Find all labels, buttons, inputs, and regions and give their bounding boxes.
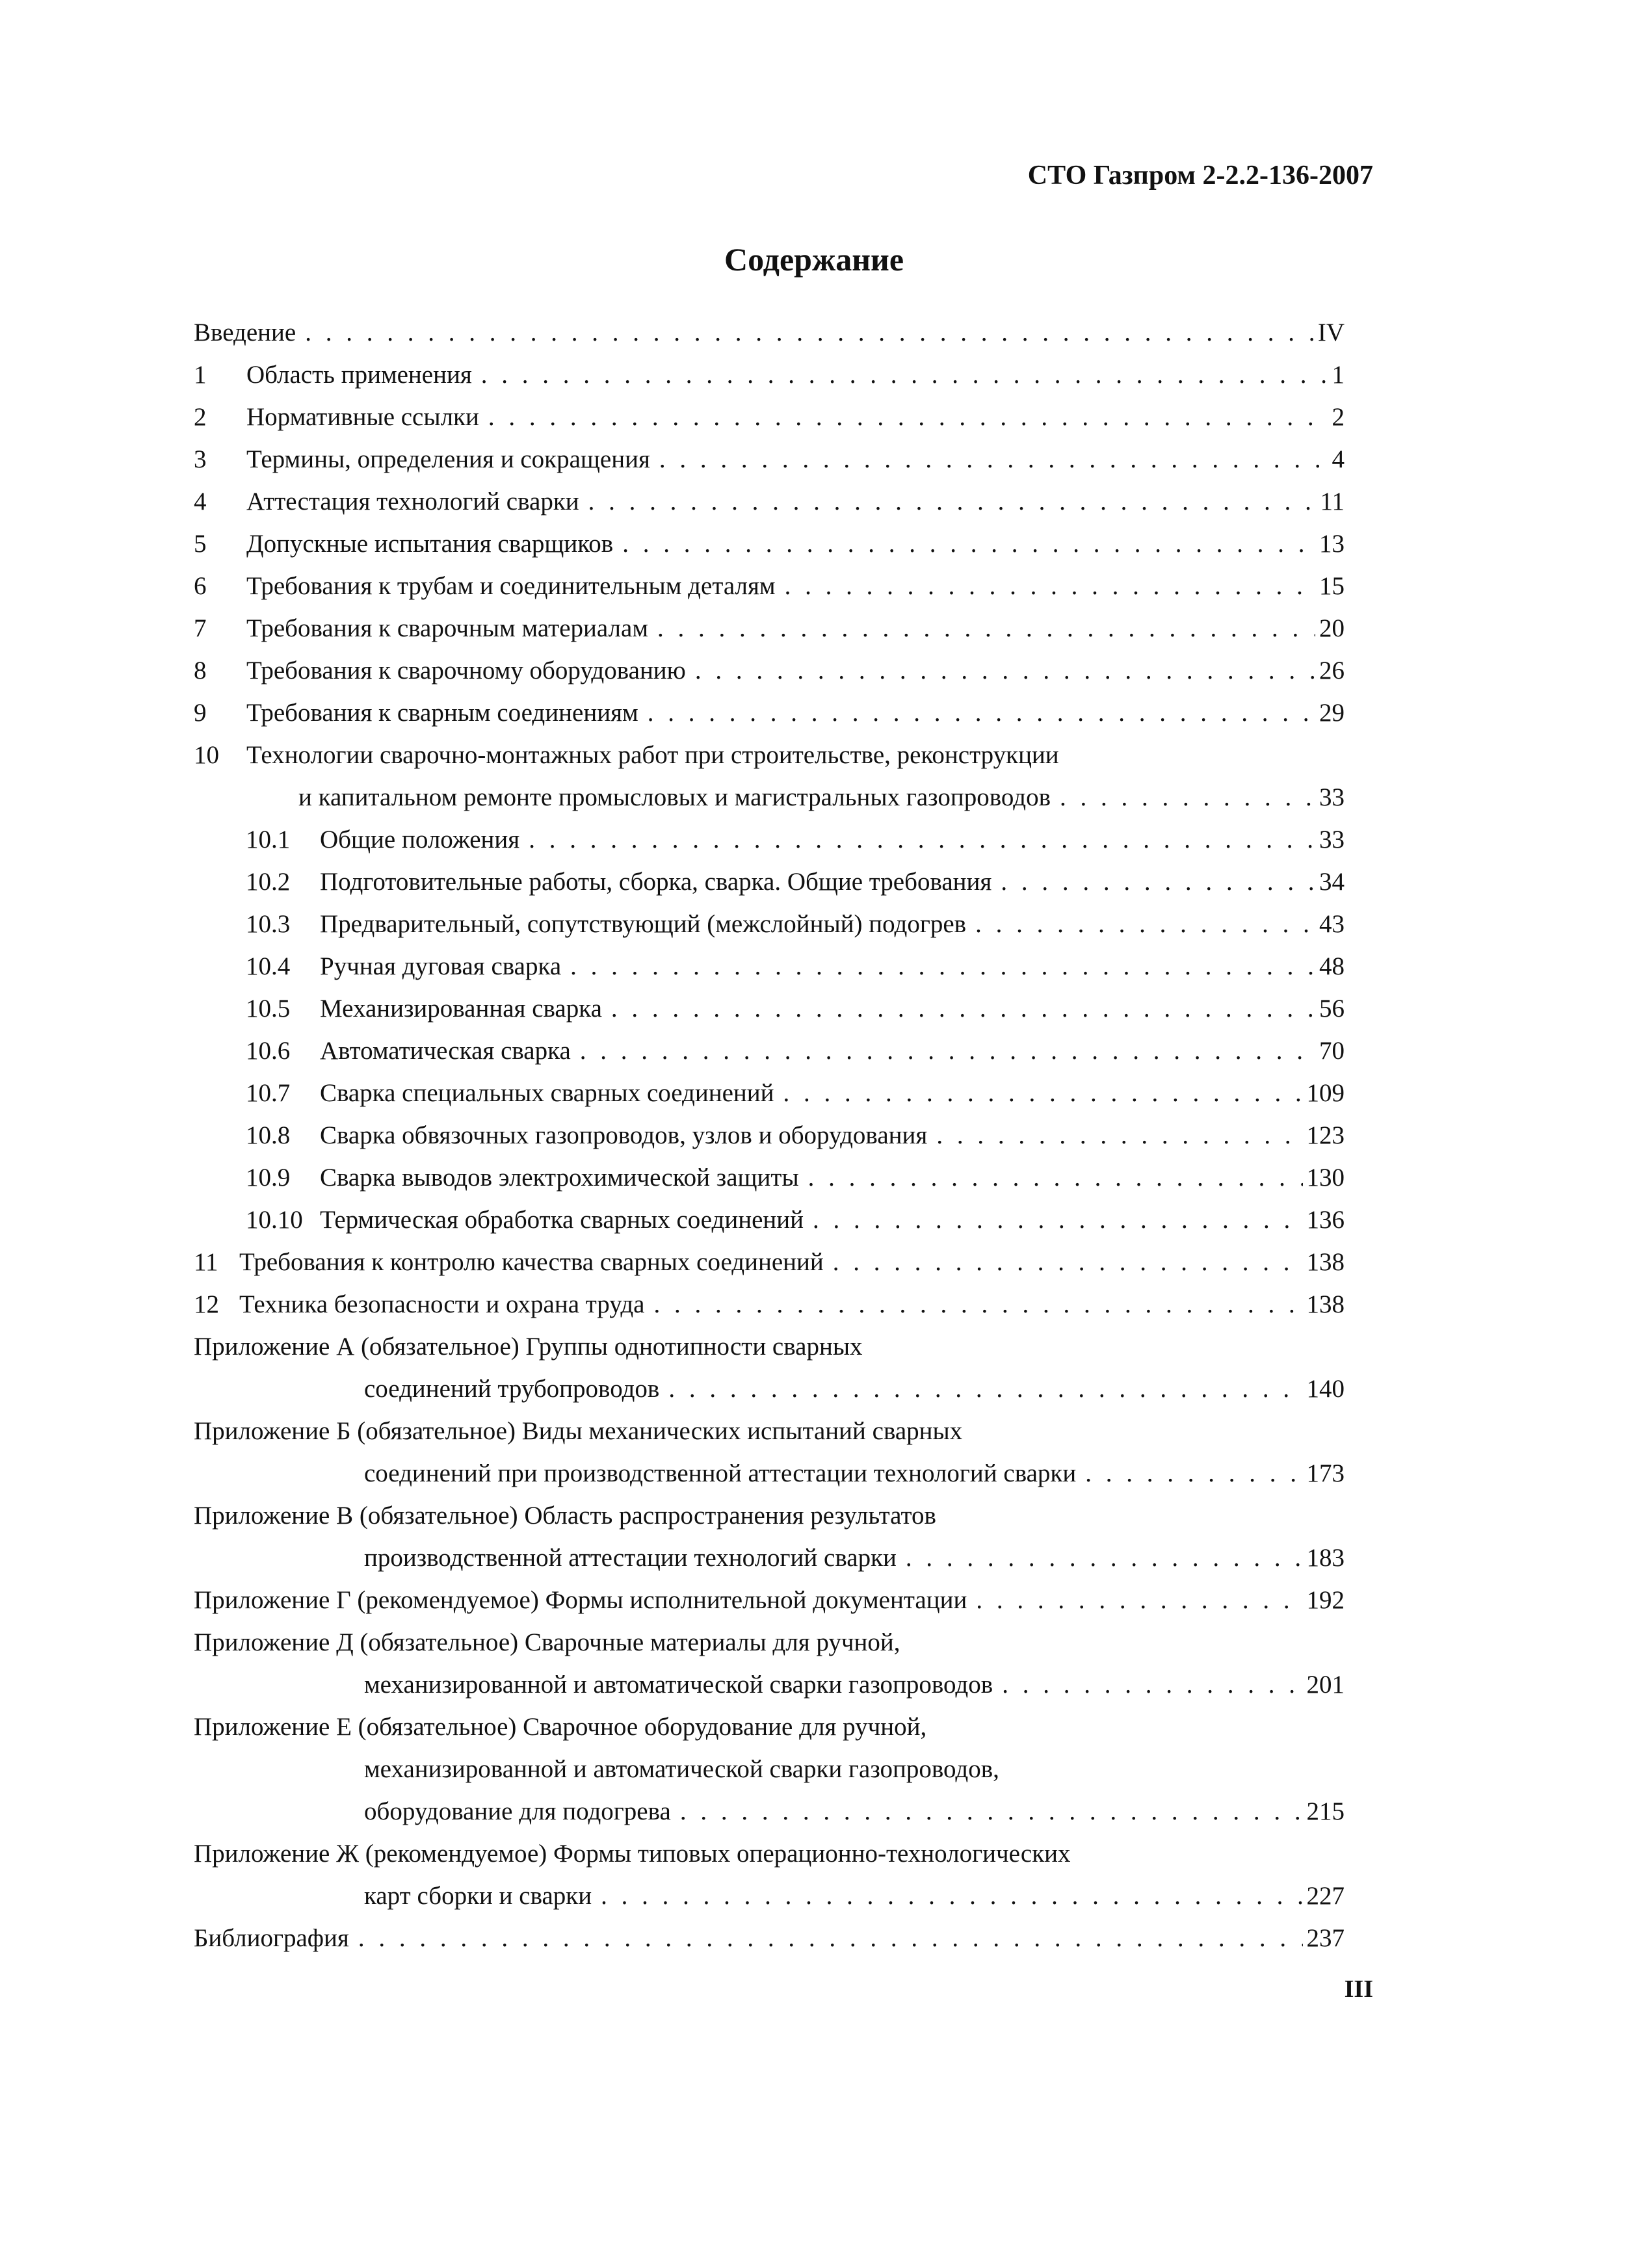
toc-entry-title: Требования к сварочному оборудованию: [246, 657, 686, 684]
toc-entry-title: соединений при производственной аттестации технологий сварки: [364, 1459, 1077, 1487]
toc-entry-title: механизированной и автоматической сварки газопроводов: [364, 1671, 993, 1699]
toc-leader-dots: [680, 1791, 1303, 1832]
toc-entry-number: 6: [194, 572, 207, 600]
toc-entry-number: 11: [194, 1248, 218, 1276]
toc-entry-page: 70: [1319, 1037, 1345, 1065]
toc-entry[interactable]: [194, 1242, 1345, 1283]
toc-entry-title: Общие положения: [320, 826, 520, 854]
toc-entry[interactable]: [194, 1749, 1345, 1790]
toc-entry[interactable]: [194, 1706, 1345, 1748]
toc-entry-number: 10.2: [246, 868, 291, 896]
toc-entry-title: Техника безопасности и охрана труда: [239, 1290, 645, 1318]
toc-entry-page: 227: [1306, 1882, 1345, 1910]
toc-leader-dots: [808, 1157, 1303, 1199]
toc-entry-number: 10: [194, 741, 219, 769]
toc-leader-dots: [611, 988, 1315, 1030]
toc-entry-page: 138: [1306, 1290, 1345, 1318]
toc-entry-title: Приложение Д (обязательное) Сварочные материалы для ручной,: [194, 1628, 900, 1656]
toc-entry-page: 2: [1332, 403, 1345, 431]
toc-entry-page: 183: [1306, 1544, 1345, 1572]
toc-leader-dots: [622, 523, 1315, 565]
toc-entry-title: Сварка обвязочных газопроводов, узлов и оборудования: [320, 1121, 928, 1149]
toc-leader-dots: [783, 1073, 1303, 1114]
toc-entry[interactable]: [194, 1157, 1345, 1199]
toc-entry-page: 34: [1319, 868, 1345, 896]
toc-entry-title: Приложение Б (обязательное) Виды механических испытаний сварных: [194, 1417, 963, 1445]
toc-entry-title: Приложение В (обязательное) Область распространения результатов: [194, 1502, 936, 1530]
toc-entry[interactable]: [194, 988, 1345, 1030]
toc-entry-page: 138: [1306, 1248, 1345, 1276]
toc-entry-number: 12: [194, 1290, 219, 1318]
toc-entry-number: 4: [194, 488, 207, 515]
toc-entry-number: 5: [194, 530, 207, 558]
toc-entry-title: Приложение Г (рекомендуемое) Формы исполнительной документации: [194, 1586, 967, 1614]
toc-entry-page: IV: [1317, 319, 1345, 346]
toc-entry[interactable]: [194, 566, 1345, 607]
toc-entry-number: 10.6: [246, 1037, 291, 1065]
toc-entry-page: 13: [1319, 530, 1345, 558]
toc-entry-title: карт сборки и сварки: [364, 1882, 592, 1910]
toc-entry-page: 33: [1319, 783, 1345, 811]
toc-entry-page: 29: [1319, 699, 1345, 727]
toc-entry[interactable]: [194, 523, 1345, 565]
toc-leader-dots: [1085, 1453, 1302, 1494]
toc-leader-dots: [588, 481, 1317, 523]
toc-leader-dots: [695, 650, 1315, 692]
toc-entry-number: 10.5: [246, 995, 291, 1023]
toc-entry[interactable]: [194, 1791, 1345, 1832]
toc-entry-title: Библиография: [194, 1924, 349, 1952]
toc-entry[interactable]: [194, 777, 1345, 818]
toc-leader-dots: [570, 946, 1315, 987]
toc-leader-dots: [488, 397, 1328, 438]
toc-entry-title: Требования к контролю качества сварных соединений: [239, 1248, 824, 1276]
toc-entry[interactable]: [194, 1833, 1345, 1875]
toc-entry[interactable]: [194, 1622, 1345, 1663]
toc-entry-page: 130: [1306, 1164, 1345, 1192]
toc-entry[interactable]: [194, 904, 1345, 945]
toc-entry-title: Механизированная сварка: [320, 995, 602, 1023]
toc-entry[interactable]: [194, 1199, 1345, 1241]
toc-leader-dots: [648, 692, 1315, 734]
toc-entry-title: Ручная дуговая сварка: [320, 952, 562, 980]
toc-leader-dots: [358, 1918, 1303, 1959]
toc-entry[interactable]: [194, 1495, 1345, 1537]
toc-entry[interactable]: [194, 1368, 1345, 1410]
toc-leader-dots: [659, 439, 1328, 480]
toc-entry-page: 11: [1320, 488, 1345, 515]
toc-entry-title: Требования к сварным соединениям: [246, 699, 638, 727]
toc-entry-title: Допускные испытания сварщиков: [246, 530, 614, 558]
toc-entry-page: 1: [1332, 361, 1345, 389]
toc-leader-dots: [657, 608, 1315, 649]
toc-leader-dots: [305, 312, 1314, 354]
toc-leader-dots: [1060, 777, 1315, 818]
toc-entry[interactable]: [194, 1875, 1345, 1917]
toc-entry[interactable]: [194, 481, 1345, 523]
toc-entry[interactable]: [194, 354, 1345, 396]
page-number: III: [1344, 1975, 1373, 2003]
toc-entry-page: 192: [1306, 1586, 1345, 1614]
toc-entry-title: и капитальном ремонте промысловых и магистральных газопроводов: [298, 783, 1051, 811]
toc-leader-dots: [976, 1580, 1302, 1621]
toc-entry-title: Сварка выводов электрохимической защиты: [320, 1164, 799, 1192]
toc-entry-title: соединений трубопроводов: [364, 1375, 660, 1403]
toc-entry-page: 43: [1319, 910, 1345, 938]
toc-entry-title: Требования к сварочным материалам: [246, 614, 649, 642]
toc-entry-title: Приложение А (обязательное) Группы однотипности сварных: [194, 1333, 863, 1361]
toc-leader-dots: [936, 1115, 1302, 1156]
toc-entry-title: Термическая обработка сварных соединений: [320, 1206, 804, 1234]
toc-entry-page: 109: [1306, 1079, 1345, 1107]
toc-entry[interactable]: [194, 735, 1345, 776]
toc-entry-number: 10.1: [246, 826, 291, 854]
toc-entry[interactable]: [194, 1284, 1345, 1325]
toc-entry-page: 20: [1319, 614, 1345, 642]
toc-entry-title: Технологии сварочно-монтажных работ при строительстве, реконструкции: [246, 741, 1059, 769]
toc-entry-number: 1: [194, 361, 207, 389]
toc-entry-number: 10.4: [246, 952, 291, 980]
toc-leader-dots: [1002, 1664, 1302, 1706]
toc-entry[interactable]: [194, 861, 1345, 903]
toc-entry-page: 237: [1306, 1924, 1345, 1952]
toc-entry-number: 10.7: [246, 1079, 291, 1107]
toc-entry-number: 7: [194, 614, 207, 642]
toc-entry-page: 201: [1306, 1671, 1345, 1699]
toc-entry-title: Автоматическая сварка: [320, 1037, 571, 1065]
toc-entry-number: 2: [194, 403, 207, 431]
toc-entry-number: 9: [194, 699, 207, 727]
toc-leader-dots: [668, 1368, 1302, 1410]
toc-entry-title: Аттестация технологий сварки: [246, 488, 579, 515]
toc-entry-number: 10.3: [246, 910, 291, 938]
toc-leader-dots: [906, 1537, 1303, 1579]
toc-entry-title: Нормативные ссылки: [246, 403, 479, 431]
toc-entry[interactable]: [194, 650, 1345, 692]
toc-entry[interactable]: [194, 1073, 1345, 1114]
toc-entry-page: 136: [1306, 1206, 1345, 1234]
toc-entry-page: 15: [1319, 572, 1345, 600]
toc-entry-title: оборудование для подогрева: [364, 1797, 671, 1825]
toc-entry-title: Область применения: [246, 361, 472, 389]
toc-entry-title: Термины, определения и сокращения: [246, 445, 650, 473]
toc-entry-number: 10.9: [246, 1164, 291, 1192]
toc-entry[interactable]: [194, 608, 1345, 649]
toc-entry[interactable]: [194, 1537, 1345, 1579]
toc-entry[interactable]: [194, 439, 1345, 480]
toc-leader-dots: [580, 1030, 1315, 1072]
toc-entry[interactable]: [194, 819, 1345, 861]
toc-entry-title: Сварка специальных сварных соединений: [320, 1079, 774, 1107]
toc-entry-title: Приложение Е (обязательное) Сварочное оборудование для ручной,: [194, 1713, 927, 1741]
page-title: Содержание: [724, 241, 904, 278]
toc-entry-page: 123: [1306, 1121, 1345, 1149]
toc-entry[interactable]: [194, 692, 1345, 734]
toc-entry[interactable]: [194, 1411, 1345, 1452]
toc-leader-dots: [654, 1284, 1303, 1325]
toc-entry-number: 10.8: [246, 1121, 291, 1149]
toc-entry-page: 173: [1306, 1459, 1345, 1487]
toc-entry-page: 26: [1319, 657, 1345, 684]
toc-entry[interactable]: [194, 1115, 1345, 1156]
toc-leader-dots: [529, 819, 1315, 861]
toc-entry[interactable]: [194, 1030, 1345, 1072]
toc-entry-page: 215: [1306, 1797, 1345, 1825]
toc-entry-title: Введение: [194, 319, 296, 346]
toc-entry-number: 3: [194, 445, 207, 473]
toc-entry-page: 33: [1319, 826, 1345, 854]
toc-leader-dots: [813, 1199, 1302, 1241]
toc-entry[interactable]: [194, 1326, 1345, 1368]
toc-leader-dots: [601, 1875, 1302, 1917]
toc-entry-number: 8: [194, 657, 207, 684]
toc-entry-title: Предварительный, сопутствующий (межслойный) подогрев: [320, 910, 967, 938]
toc-entry-title: производственной аттестации технологий сварки: [364, 1544, 897, 1572]
toc-entry-title: Приложение Ж (рекомендуемое) Формы типовых операционно-технологических: [194, 1840, 1071, 1868]
toc-entry[interactable]: [194, 397, 1345, 438]
toc-entry[interactable]: [194, 1580, 1345, 1621]
toc-entry-title: механизированной и автоматической сварки газопроводов,: [364, 1755, 999, 1783]
toc-leader-dots: [785, 566, 1315, 607]
toc-entry-title: Требования к трубам и соединительным деталям: [246, 572, 776, 600]
toc-entry[interactable]: [194, 312, 1345, 354]
toc-entry-page: 4: [1332, 445, 1345, 473]
toc-entry[interactable]: [194, 1664, 1345, 1706]
toc-entry-title: Подготовительные работы, сборка, сварка. Общие требования: [320, 868, 992, 896]
toc-entry[interactable]: [194, 946, 1345, 987]
toc-leader-dots: [1001, 861, 1315, 903]
toc-leader-dots: [481, 354, 1328, 396]
toc-entry-number: 10.10: [246, 1206, 303, 1234]
toc-entry-page: 140: [1306, 1375, 1345, 1403]
toc-entry-page: 48: [1319, 952, 1345, 980]
toc-leader-dots: [975, 904, 1315, 945]
toc-entry[interactable]: [194, 1918, 1345, 1959]
toc-entry[interactable]: [194, 1453, 1345, 1494]
document-code: СТО Газпром 2-2.2-136-2007: [1027, 161, 1373, 190]
toc-leader-dots: [833, 1242, 1303, 1283]
toc-entry-page: 56: [1319, 995, 1345, 1023]
